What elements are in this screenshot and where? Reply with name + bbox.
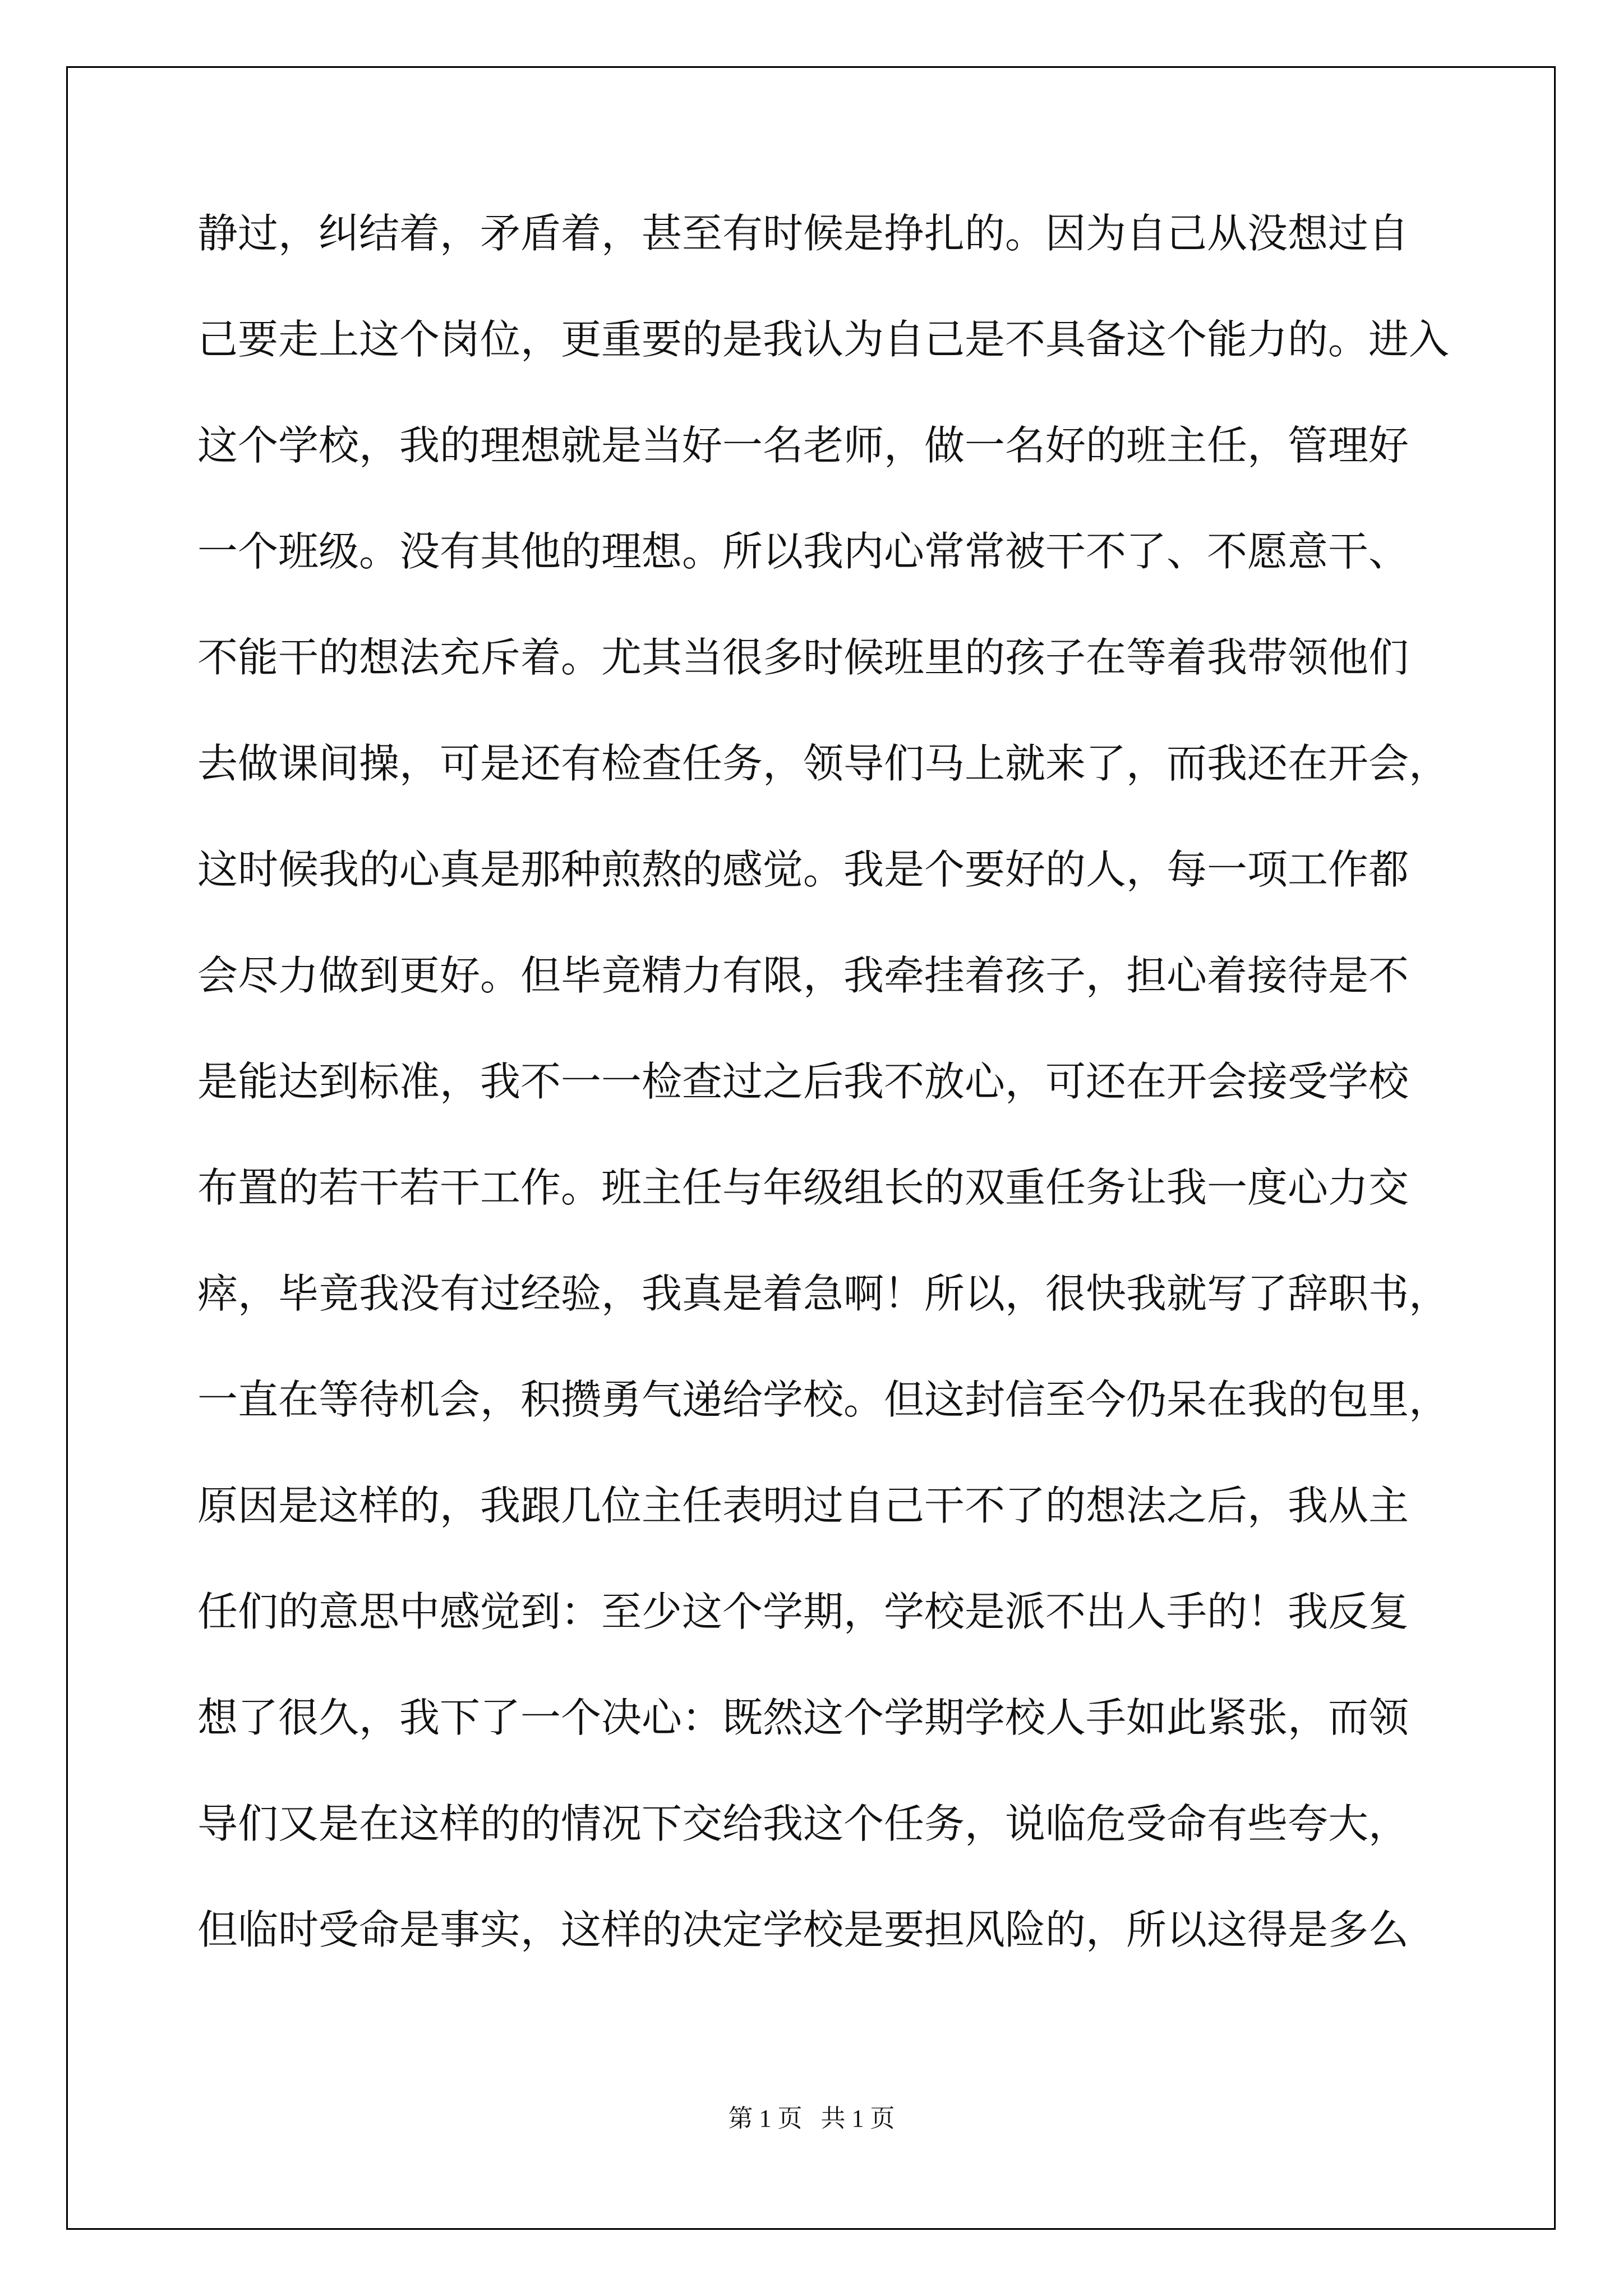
text-line: 导们又是在这样的的情况下交给我这个任务，说临危受命有些夸大， [197,1800,1409,1847]
text-line: 会尽力做到更好。但毕竟精力有限，我牵挂着孩子，担心着接待是不 [197,952,1409,999]
text-line: 布置的若干若干工作。班主任与年级组长的双重任务让我一度心力交 [197,1164,1409,1211]
text-line: 是能达到标准，我不一一检查过之后我不放心，可还在开会接受学校 [197,1058,1409,1105]
text-line: 己要走上这个岗位，更重要的是我认为自己是不具备这个能力的。进入 [197,316,1450,363]
text-line: 任们的意思中感觉到：至少这个学期，学校是派不出人手的！我反复 [197,1588,1409,1635]
page-number: 第 1 页 [728,2105,803,2132]
text-line: 但临时受命是事实，这样的决定学校是要担风险的，所以这得是多么 [197,1906,1409,1953]
text-line: 去做课间操，可是还有检查任务，领导们马上就来了，而我还在开会， [197,740,1450,787]
text-line: 这时候我的心真是那种煎熬的感觉。我是个要好的人，每一项工作都 [197,846,1409,893]
page-total: 共 1 页 [820,2105,895,2132]
text-line: 不能干的想法充斥着。尤其当很多时候班里的孩子在等着我带领他们 [197,634,1409,681]
text-line: 一个班级。没有其他的理想。所以我内心常常被干不了、不愿意干、 [197,528,1409,575]
body-text [197,210,1450,2016]
text-line: 瘁，毕竟我没有过经验，我真是着急啊！所以，很快我就写了辞职书， [197,1270,1450,1317]
text-line: 原因是这样的，我跟几位主任表明过自己干不了的想法之后，我从主 [197,1482,1409,1529]
text-line: 静过，纠结着，矛盾着，甚至有时候是挣扎的。因为自己从没想过自 [197,210,1409,257]
text-line: 一直在等待机会，积攒勇气递给学校。但这封信至今仍呆在我的包里， [197,1376,1450,1423]
text-line: 这个学校，我的理想就是当好一名老师，做一名好的班主任，管理好 [197,422,1409,469]
text-line: 想了很久，我下了一个决心：既然这个学期学校人手如此紧张，而领 [197,1694,1409,1741]
page-footer [0,2105,1623,2133]
